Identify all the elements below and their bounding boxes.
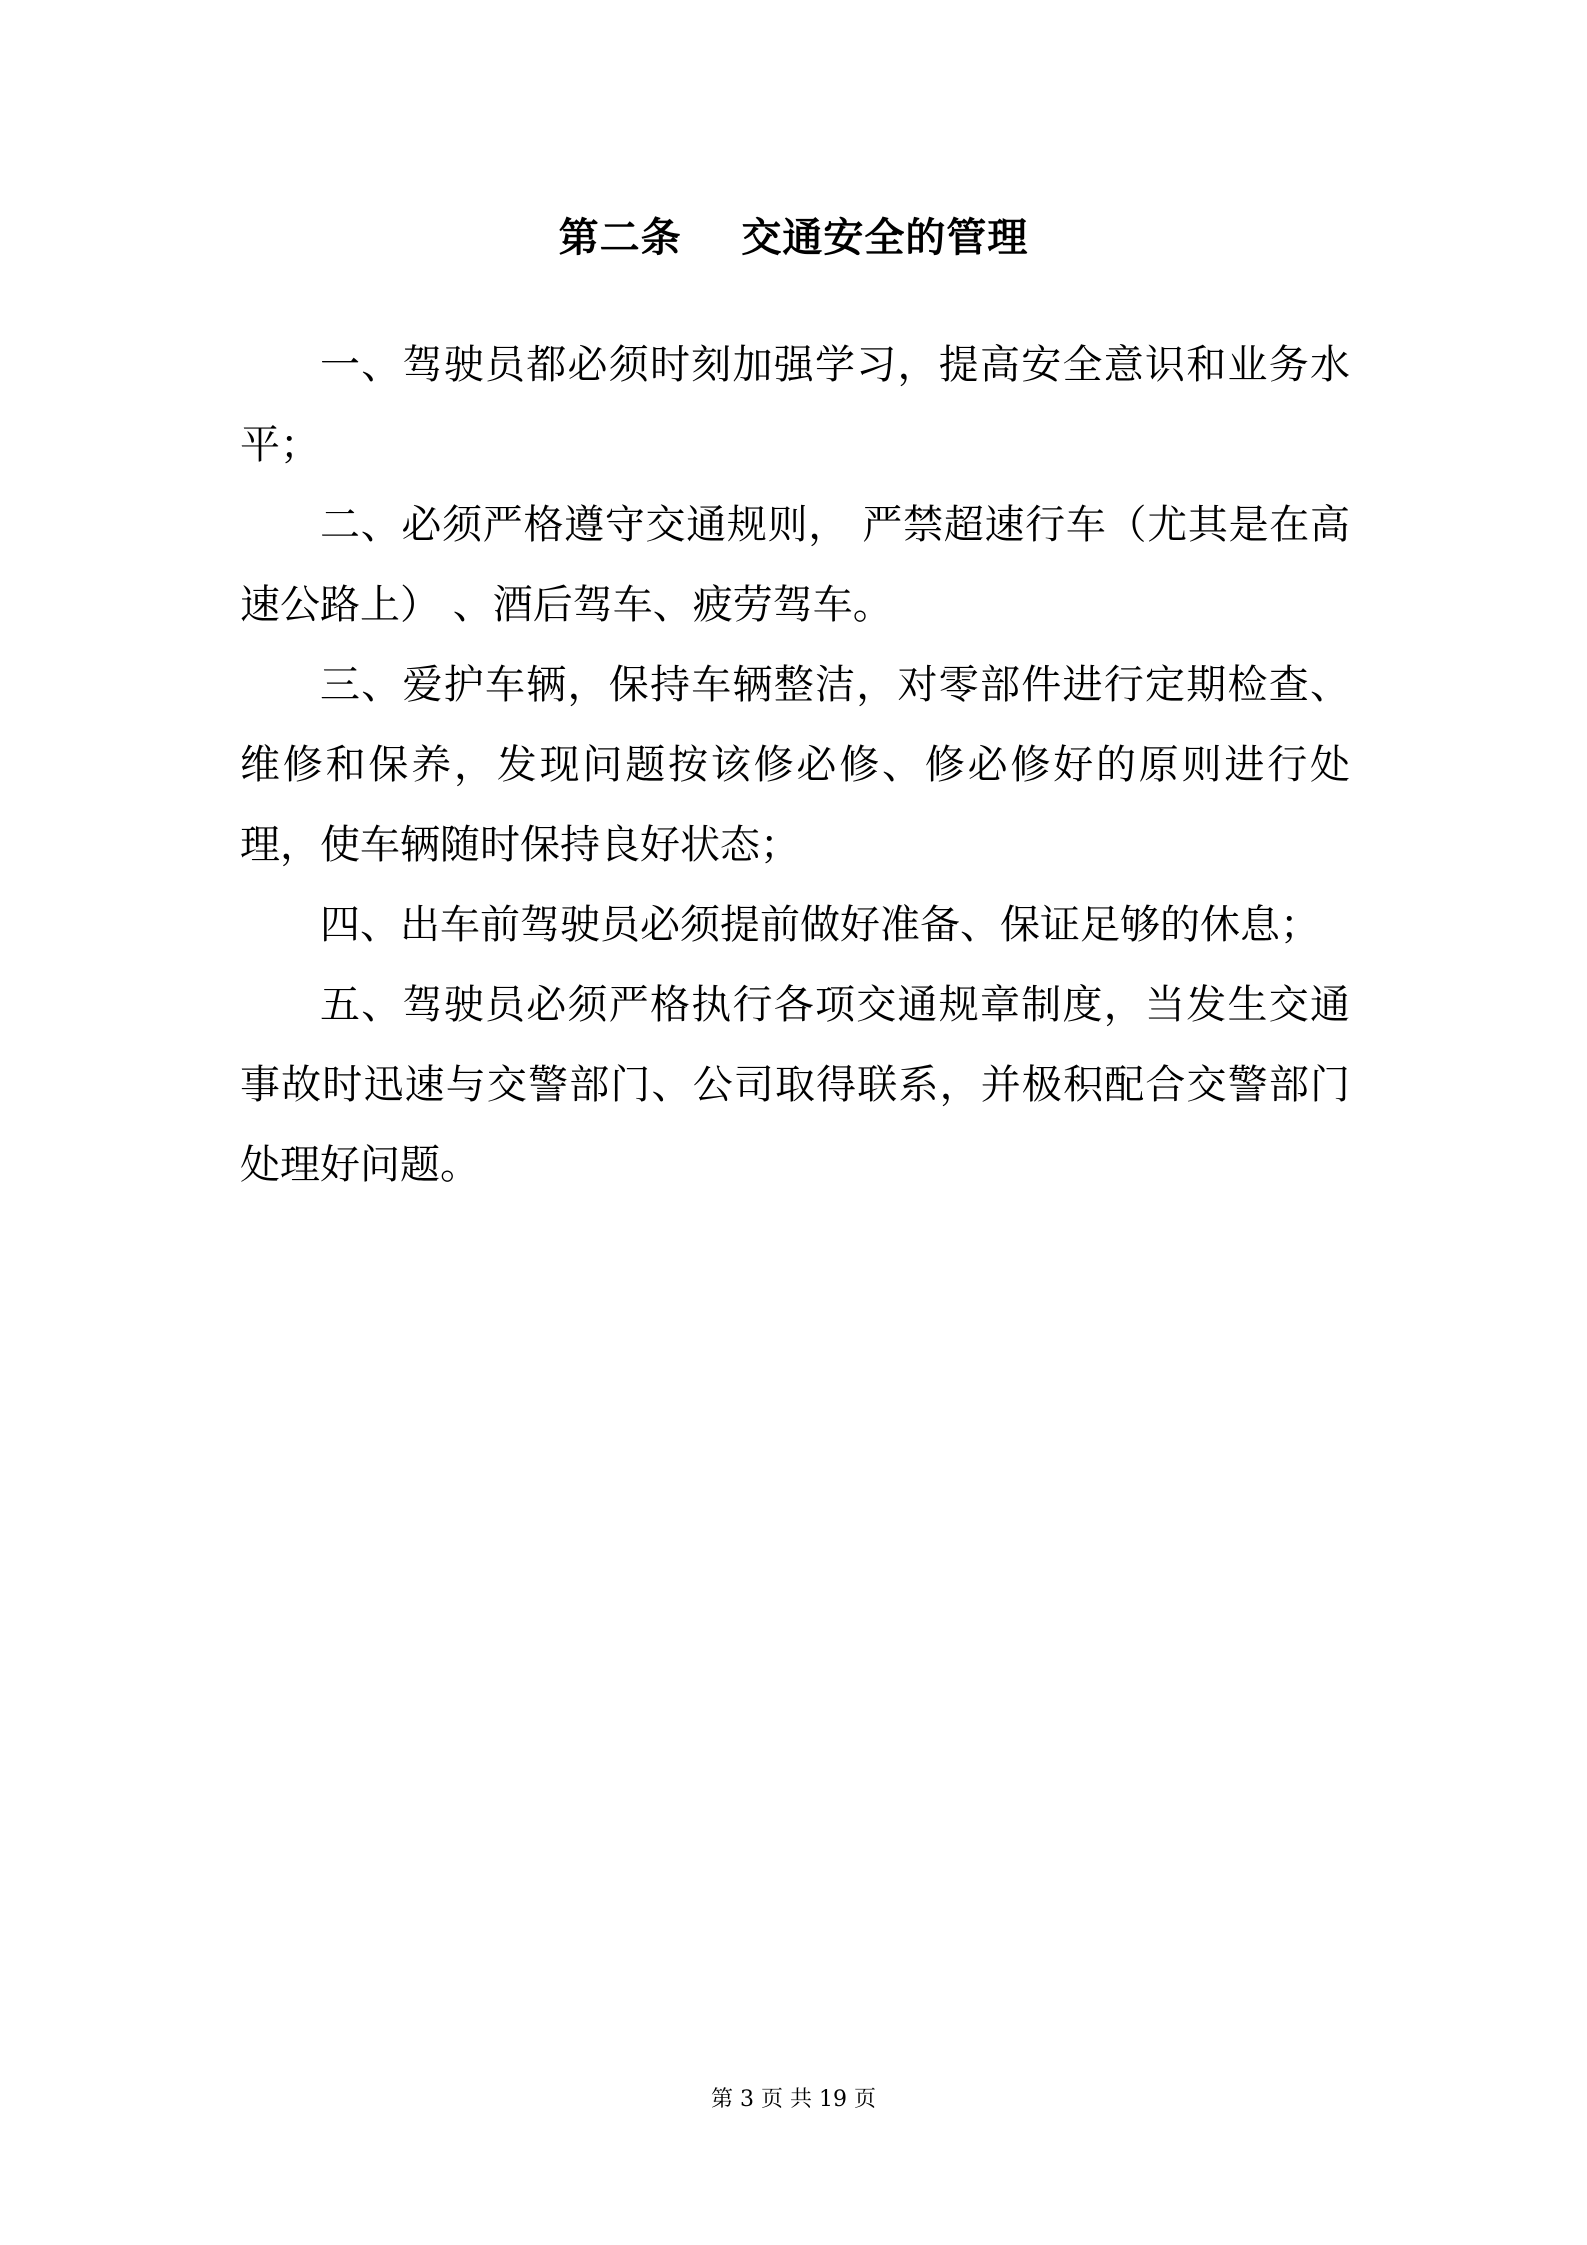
section-body [240, 325, 1350, 1205]
paragraph-4: 四、出车前驾驶员必须提前做好准备、保证足够的休息； [320, 902, 1320, 948]
paragraph-3: 三、爱护车辆，保持车辆整洁，对零部件进行定期检查、维修和保养，发现问题按该修必修、修必修好的原则进行处理，使车辆随时保持良好状态； [240, 662, 1350, 868]
section-title: 第二条 交通安全的管理 [558, 215, 1029, 261]
page-number-footer: 第 3 页 共 19 页 [711, 2087, 876, 2112]
paragraph-1: 一、驾驶员都必须时刻加强学习，提高安全意识和业务水平； [240, 342, 1350, 468]
paragraph-5: 五、驾驶员必须严格执行各项交通规章制度，当发生交通事故时迅速与交警部门、公司取得联系，并极积配合交警部门处理好问题。 [240, 982, 1350, 1188]
paragraph-2: 二、必须严格遵守交通规则， 严禁超速行车（尤其是在高速公路上） 、酒后驾车、疲劳驾车。 [240, 502, 1350, 628]
